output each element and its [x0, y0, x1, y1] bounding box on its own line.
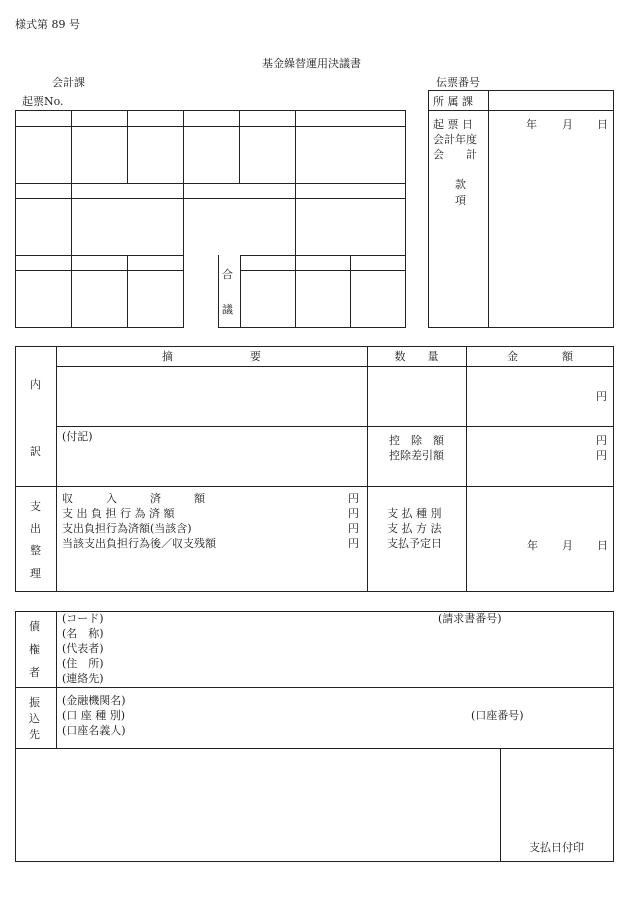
account-label: 会 計: [433, 148, 477, 161]
payment-yen-1: 円: [348, 492, 359, 505]
creditor-address: (住 所): [62, 657, 104, 670]
creditor-label-1: 債: [29, 620, 40, 633]
affiliation-label: 所 属 課: [433, 95, 473, 108]
creditor-contact: (連絡先): [62, 672, 104, 685]
form-number: 様式第 89 号: [15, 18, 80, 31]
creditor-label-2: 権: [29, 643, 40, 656]
creditor-representative: (代表者): [62, 642, 104, 655]
gougi-char-2: 議: [222, 303, 233, 316]
payment-label-3: 整: [30, 544, 41, 557]
creditor-name: (名 称): [62, 627, 104, 640]
payment-label-2: 出: [30, 522, 41, 535]
section-label: 款: [455, 178, 466, 191]
detail-table: [15, 346, 614, 592]
gougi-char-1: 合: [222, 268, 233, 281]
uchi-label: 内: [30, 378, 41, 391]
deduction-net-label: 控除差引額: [389, 449, 444, 462]
transfer-label-2: 込: [29, 712, 40, 725]
col-quantity-header: 数 量: [394, 350, 439, 363]
account-holder: (口座名義人): [62, 724, 126, 737]
fiscal-year-label: 会計年度: [433, 133, 477, 146]
invoice-number-label: (請求書番号): [438, 612, 502, 625]
transfer-label-3: 先: [29, 728, 40, 741]
issue-date-label: 起 票 日: [433, 118, 473, 131]
schedule-year: 年: [527, 539, 538, 552]
date-month: 月: [562, 118, 573, 131]
page-title: 基金繰替運用決議書: [262, 57, 361, 70]
payment-method-label: 支 払 方 法: [387, 522, 442, 535]
item-label: 項: [455, 194, 466, 207]
transfer-label-1: 振: [29, 696, 40, 709]
account-type: (口 座 種 別): [62, 709, 126, 722]
col-summary-header: 摘 要: [162, 350, 261, 363]
wake-label: 訳: [30, 445, 41, 458]
deduction-label: 控 除 額: [389, 434, 444, 447]
schedule-month: 月: [562, 539, 573, 552]
payment-schedule-label: 支払予定日: [387, 537, 442, 550]
payment-yen-4: 円: [348, 537, 359, 550]
department-label: 会計課: [52, 76, 85, 89]
bank-name: (金融機関名): [62, 694, 126, 707]
deduction-net-yen: 円: [596, 449, 607, 462]
voucher-no-label: 起票No.: [22, 95, 64, 108]
payment-row-1: 収 入 済 額: [62, 492, 205, 505]
schedule-day: 日: [597, 539, 608, 552]
payment-type-label: 支 払 種 別: [387, 507, 442, 520]
creditor-code: (コード): [62, 612, 104, 625]
creditor-label-3: 者: [29, 666, 40, 679]
slip-number-label: 伝票番号: [436, 76, 480, 89]
fuki-label: (付記): [62, 430, 93, 443]
deduction-yen: 円: [596, 434, 607, 447]
payment-row-4: 当該支出負担行為後／収支残額: [62, 537, 216, 550]
payment-label-4: 理: [30, 567, 41, 580]
date-day: 日: [597, 118, 608, 131]
payment-label-1: 支: [30, 500, 41, 513]
payment-yen-3: 円: [348, 522, 359, 535]
col-amount-header: 金 額: [507, 350, 573, 363]
payment-row-3: 支出負担行為済額(当該含): [62, 522, 192, 535]
date-year: 年: [526, 118, 537, 131]
amount-yen: 円: [596, 390, 607, 403]
account-number-label: (口座番号): [471, 709, 524, 722]
payment-yen-2: 円: [348, 507, 359, 520]
payment-date-stamp-label: 支払日付印: [529, 841, 584, 854]
payment-row-2: 支 出 負 担 行 為 済 額: [62, 507, 175, 520]
